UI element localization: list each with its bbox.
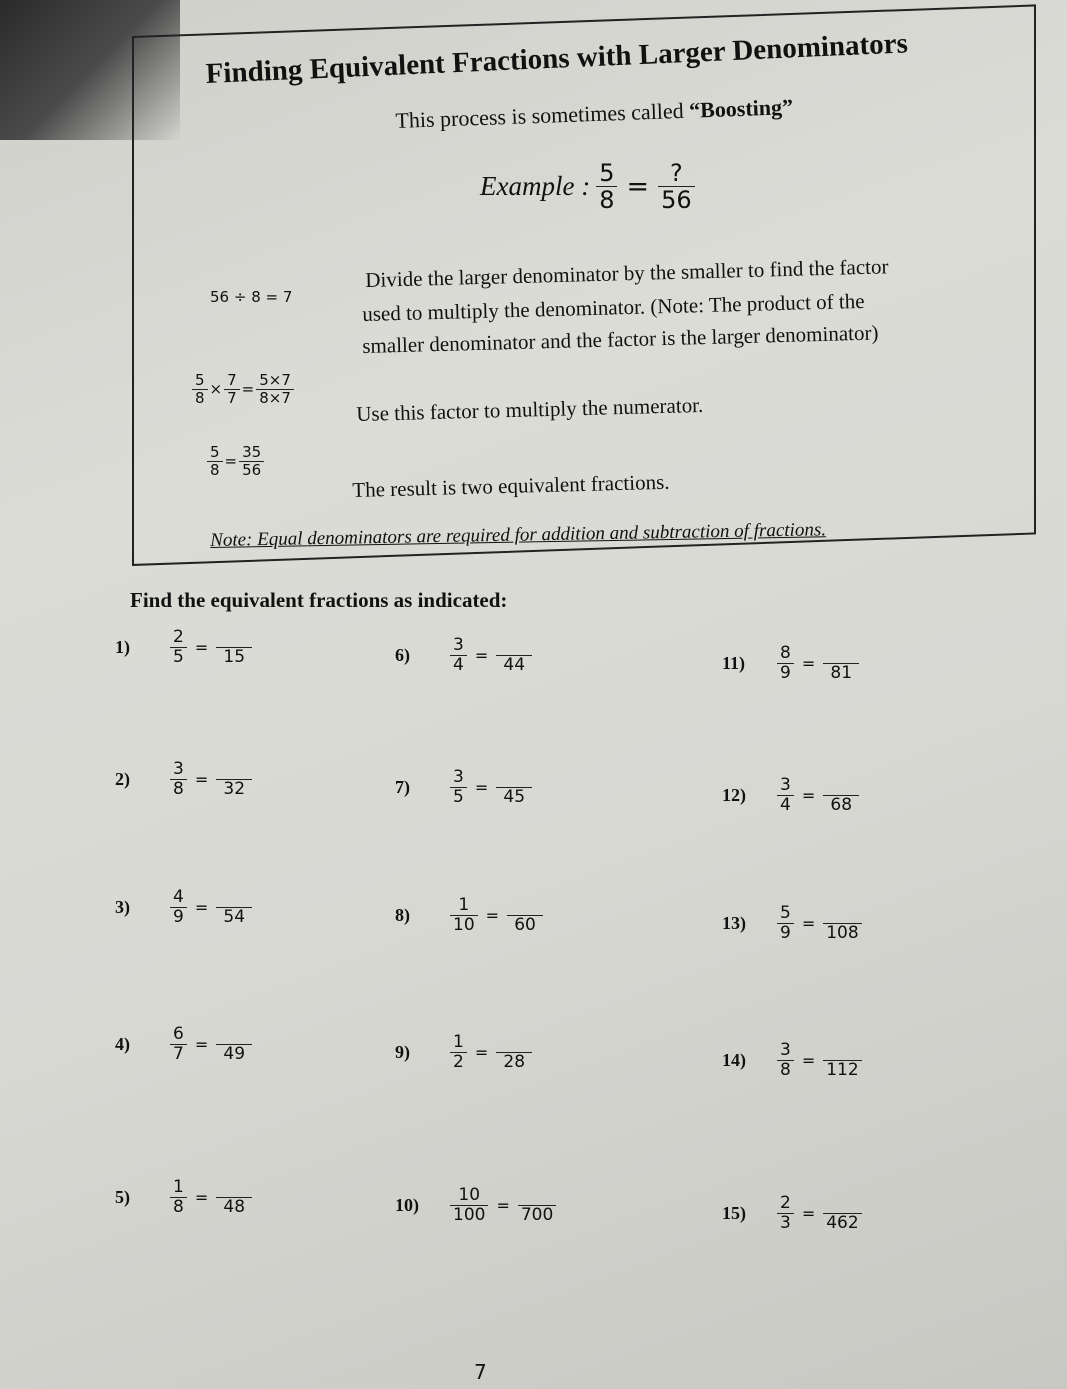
step2-line1: Use this factor to multiply the numerator. [356,392,704,426]
example-left-fraction [596,160,617,214]
numerator: 1 [458,895,470,915]
denominator: 4 [777,795,794,815]
problem-number: 14) [722,1049,746,1070]
page-number: 7 [474,1360,487,1384]
equals-sign: = [241,380,255,398]
answer-fraction[interactable] [496,636,532,674]
target-denominator: 60 [507,915,543,935]
denominator: 8 [596,186,617,213]
step1-line3: smaller denominator and the factor is the larger denominator) [362,320,879,358]
problem-item [115,628,252,666]
problem-number: 9) [395,1041,410,1062]
answer-fraction[interactable] [823,644,859,682]
answer-blank[interactable] [509,636,520,655]
numerator: 3 [453,635,464,655]
denominator: 8 [170,1197,187,1217]
answer-blank[interactable] [519,896,530,915]
target-denominator: 44 [496,655,532,675]
answer-blank[interactable] [837,1194,848,1213]
note-text: Note: Equal denominators are required for addition and subtraction of fractions. [210,519,827,551]
target-denominator: 48 [216,1197,252,1217]
answer-fraction[interactable] [518,1186,556,1224]
problem-item [115,888,252,926]
target-denominator: 112 [823,1060,861,1080]
answer-blank[interactable] [836,776,847,795]
answer-blank[interactable] [229,628,240,647]
problem-number: 15) [722,1202,746,1223]
denominator: 9 [777,923,794,943]
equals-sign: = [194,897,209,917]
numerator: 8 [780,643,791,663]
problem-item [115,760,252,798]
equals-sign: = [801,785,816,805]
target-denominator: 700 [518,1205,556,1225]
equals-sign: = [801,1050,816,1070]
equals-sign: = [194,1034,209,1054]
denominator: 56 [239,461,264,479]
equals-sign: = [496,1195,510,1215]
given-fraction [450,1033,467,1071]
numerator: 5 [780,903,791,923]
denominator: 4 [450,655,467,675]
example-equation [480,160,695,214]
example-label: Example : [480,171,591,202]
answer-fraction[interactable] [216,1178,252,1216]
problem-number: 1) [115,636,130,657]
answer-blank[interactable] [837,1041,848,1060]
equals-sign: = [801,913,816,933]
fraction [224,372,240,406]
equals-sign: = [474,645,489,665]
times-sign: × [209,380,223,398]
equals-sign: = [485,905,500,925]
target-denominator: 108 [823,923,861,943]
problem-item [395,1186,556,1224]
problem-item [722,904,862,942]
numerator: 6 [173,1024,184,1044]
answer-blank[interactable] [837,904,848,923]
numerator: 35 [242,443,262,461]
problem-item [722,776,859,814]
answer-blank[interactable] [229,1178,240,1197]
given-fraction [450,1186,488,1224]
problem-number: 13) [722,912,746,933]
problem-item [115,1178,252,1216]
equals-sign: = [194,1187,209,1207]
denominator: 8 [170,779,187,799]
denominator: 3 [777,1213,794,1233]
denominator: 8 [207,461,223,479]
subtitle-term: “Boosting” [688,94,794,123]
given-fraction [450,636,467,674]
numerator: 1 [453,1032,464,1052]
step3-line1: The result is two equivalent fractions. [352,469,670,502]
target-denominator: 15 [216,647,252,667]
numerator: 5 [195,371,205,389]
answer-fraction[interactable] [823,776,859,814]
numerator: 3 [173,759,184,779]
answer-blank[interactable] [509,1033,520,1052]
numerator: 2 [173,627,184,647]
answer-blank[interactable] [509,768,520,787]
target-denominator: 54 [216,907,252,927]
answer-blank[interactable] [229,888,240,907]
problem-item [395,1033,532,1071]
equals-sign: = [474,1042,489,1062]
problem-item [395,768,532,806]
denominator: 9 [777,663,794,683]
denominator: 8 [192,389,208,407]
answer-blank[interactable] [531,1186,542,1205]
problem-number: 8) [395,904,410,925]
target-denominator: 462 [823,1213,861,1233]
given-fraction [777,904,794,942]
target-denominator: 32 [216,779,252,799]
numerator: 2 [780,1193,791,1213]
answer-fraction[interactable] [823,1041,861,1079]
answer-fraction[interactable] [216,1025,252,1063]
step2-math [192,372,294,406]
numerator: 3 [780,775,791,795]
problem-item [722,1194,862,1232]
denominator: 56 [658,186,695,213]
target-denominator: 49 [216,1044,252,1064]
given-fraction [777,1194,794,1232]
denominator: 5 [450,787,467,807]
numerator: 5 [599,159,615,187]
answer-fraction[interactable] [496,768,532,806]
step3-math [207,444,264,478]
denominator: 8 [777,1060,794,1080]
answer-fraction[interactable] [216,628,252,666]
example-right-fraction [658,160,695,214]
step1-line1: Divide the larger denominator by the smaller to find the factor [365,254,889,292]
denominator: 5 [170,647,187,667]
equals-sign: = [801,1203,816,1223]
equals-sign: = [224,452,238,470]
problem-number: 2) [115,768,130,789]
target-denominator: 28 [496,1052,532,1072]
denominator: 7 [170,1044,187,1064]
answer-fraction[interactable] [216,888,252,926]
numerator: 7 [227,371,237,389]
problem-number: 4) [115,1033,130,1054]
numerator: 4 [173,887,184,907]
equals-sign: = [194,637,209,657]
denominator: 2 [450,1052,467,1072]
denominator: 9 [170,907,187,927]
page-title: Finding Equivalent Fractions with Larger Denominators [205,27,909,90]
equals-sign: = [474,777,489,797]
problem-number: 10) [395,1194,419,1215]
answer-blank[interactable] [229,760,240,779]
numerator: 5×7 [259,371,291,389]
problem-number: 6) [395,644,410,665]
given-fraction [170,888,187,926]
given-fraction [170,760,187,798]
equals-sign: = [626,171,650,203]
problem-number: 3) [115,896,130,917]
denominator: 100 [450,1205,488,1225]
given-fraction [170,1025,187,1063]
problem-item [722,1041,862,1079]
denominator: 8×7 [256,389,294,407]
given-fraction [777,644,794,682]
equals-sign: = [801,653,816,673]
numerator: 10 [458,1185,481,1205]
given-fraction [450,768,467,806]
given-fraction [170,628,187,666]
equals-sign: = [194,769,209,789]
denominator: 10 [450,915,478,935]
target-denominator: 81 [823,663,859,683]
problem-item [115,1025,252,1063]
problem-item [395,896,543,934]
problem-number: 12) [722,784,746,805]
instructions: Find the equivalent fractions as indicated: [130,588,508,612]
target-denominator: 68 [823,795,859,815]
fraction [192,372,208,406]
numerator: 3 [780,1040,791,1060]
step1-math: 56 ÷ 8 = 7 [210,288,293,306]
target-denominator: 45 [496,787,532,807]
problem-number: 11) [722,652,746,673]
given-fraction [170,1178,187,1216]
given-fraction [450,896,478,934]
numerator: 5 [210,443,220,461]
denominator: 7 [224,389,240,407]
problem-number: 7) [395,776,410,797]
answer-fraction[interactable] [507,896,543,934]
answer-fraction[interactable] [496,1033,532,1071]
answer-blank[interactable] [836,644,847,663]
problem-item [395,636,532,674]
numerator: 1 [173,1177,184,1197]
subtitle-text: This process is sometimes called [395,97,690,133]
numerator: ? [670,159,683,187]
step1-line2: used to multiply the denominator. (Note: The product of the [362,288,865,326]
fraction [256,372,294,406]
problem-number: 5) [115,1186,130,1207]
given-fraction [777,1041,794,1079]
answer-fraction[interactable] [216,760,252,798]
fraction [239,444,264,478]
numerator: 3 [453,767,464,787]
given-fraction [777,776,794,814]
answer-fraction[interactable] [823,1194,861,1232]
answer-fraction[interactable] [823,904,861,942]
fraction [207,444,223,478]
problem-item [722,644,859,682]
answer-blank[interactable] [229,1025,240,1044]
